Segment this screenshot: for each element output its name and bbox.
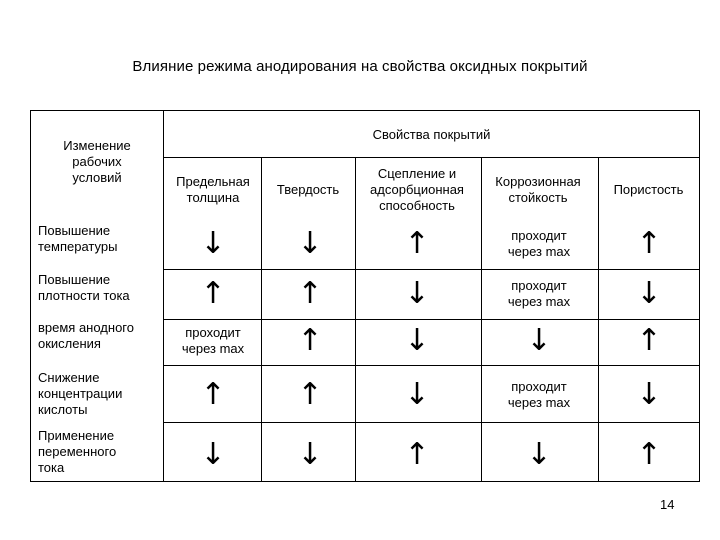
arrow-down-icon: ↓ <box>636 377 662 412</box>
col-header-thickness: Предельная толщина <box>176 174 250 205</box>
passes-through-max-text: проходит через max <box>507 379 571 410</box>
col-header-hardness: Твердость <box>276 182 340 197</box>
arrow-up-icon: ↑ <box>404 437 430 472</box>
arrow-up-icon: ↑ <box>297 323 323 358</box>
arrow-down-icon: ↓ <box>636 276 662 311</box>
arrow-up-icon: ↑ <box>200 377 226 412</box>
page-title: Влияние режима анодирования на свойства оксидных покрытий <box>132 58 588 75</box>
row-divider <box>163 157 700 158</box>
properties-header: Свойства покрытий <box>372 127 491 142</box>
conditions-header: Изменение рабочих условий <box>63 138 131 185</box>
row-divider <box>163 365 700 366</box>
passes-through-max-text: проходит через max <box>181 325 245 356</box>
arrow-down-icon: ↓ <box>526 437 552 472</box>
row-label-acid-concentration: Снижение концентрации кислоты <box>38 370 123 417</box>
arrow-up-icon: ↑ <box>636 437 662 472</box>
passes-through-max-text: проходит через max <box>507 278 571 309</box>
col-header-corrosion: Коррозионная стойкость <box>495 174 581 205</box>
arrow-down-icon: ↓ <box>404 276 430 311</box>
arrow-up-icon: ↑ <box>636 226 662 261</box>
row-divider <box>163 319 700 320</box>
arrow-down-icon: ↓ <box>297 437 323 472</box>
arrow-down-icon: ↓ <box>200 226 226 261</box>
arrow-up-icon: ↑ <box>297 377 323 412</box>
arrow-down-icon: ↓ <box>526 323 552 358</box>
arrow-down-icon: ↓ <box>200 437 226 472</box>
row-label-current-density: Повышение плотности тока <box>38 272 130 303</box>
arrow-up-icon: ↑ <box>636 323 662 358</box>
arrow-up-icon: ↑ <box>200 276 226 311</box>
arrow-down-icon: ↓ <box>404 323 430 358</box>
row-divider <box>163 269 700 270</box>
row-divider <box>163 422 700 423</box>
arrow-up-icon: ↑ <box>297 276 323 311</box>
row-label-oxidation-time: время анодного окисления <box>38 320 134 351</box>
arrow-up-icon: ↑ <box>404 226 430 261</box>
row-label-temperature: Повышение температуры <box>38 223 118 254</box>
arrow-down-icon: ↓ <box>297 226 323 261</box>
col-header-adhesion: Сцепление и адсорбционная способность <box>370 166 464 213</box>
row-label-alternating-current: Применение переменного тока <box>38 428 117 475</box>
page-number: 14 <box>660 497 675 512</box>
passes-through-max-text: проходит через max <box>507 228 571 259</box>
arrow-down-icon: ↓ <box>404 377 430 412</box>
col-header-porosity: Пористость <box>613 182 684 197</box>
